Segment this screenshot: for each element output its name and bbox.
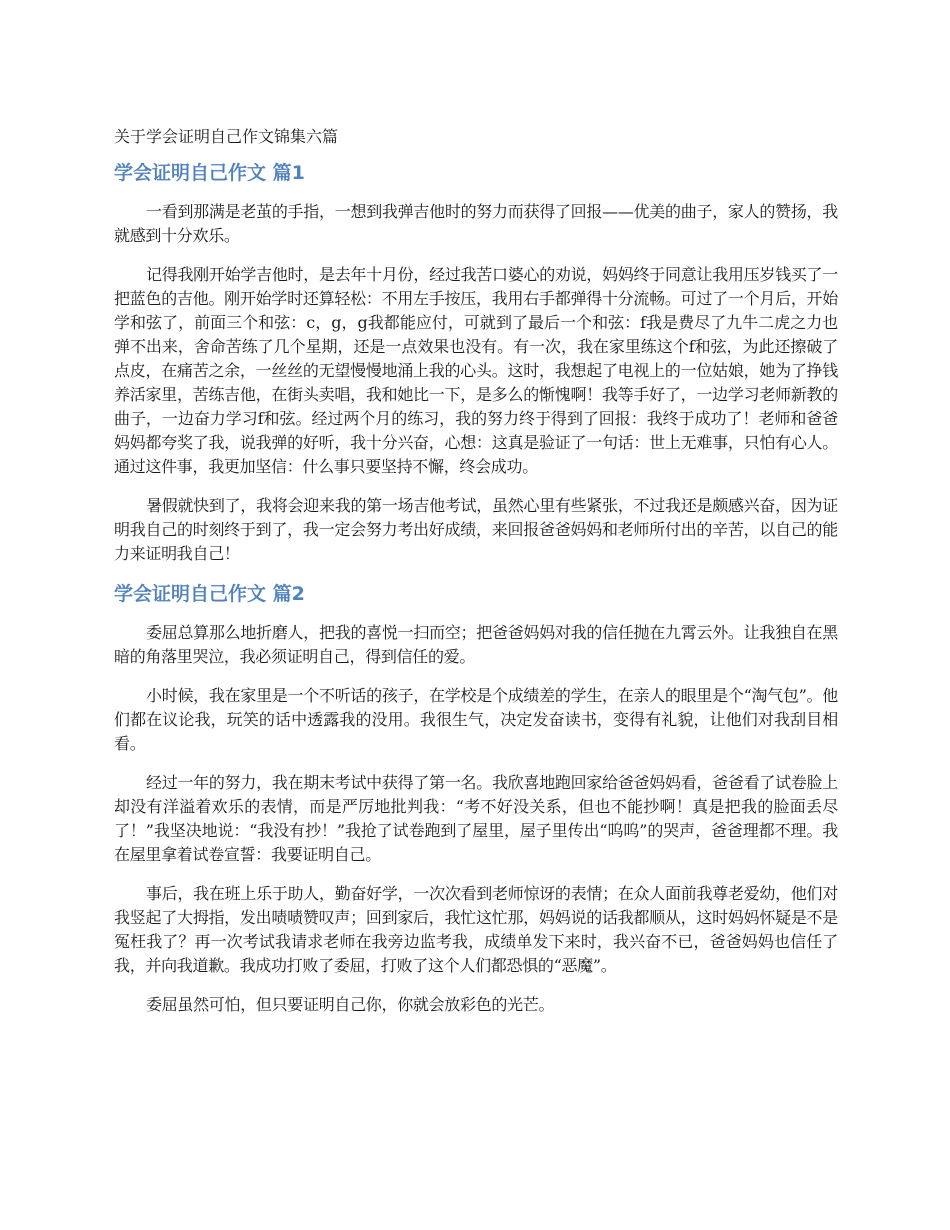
essay-section-2	[114, 581, 838, 1017]
paragraph: 暑假就快到了，我将会迎来我的第一场吉他考试，虽然心里有些紧张，不过我还是颇感兴奋，因为证明我自己的时刻终于到了，我一定会努力考出好成绩，来回报爸爸妈妈和老师所付出的辛苦，以自己的能力来证明我自己！	[114, 496, 838, 563]
essay-section-1	[114, 160, 838, 566]
paragraph: 一看到那满是老茧的手指，一想到我弹吉他时的努力而获得了回报——优美的曲子，家人的赞扬，我就感到十分欢乐。	[114, 202, 838, 245]
paragraph: 经过一年的努力，我在期末考试中获得了第一名。我欣喜地跑回家给爸爸妈妈看，爸爸看了试卷脸上却没有洋溢着欢乐的表情，而是严厉地批判我：“考不好没关系，但也不能抄啊！真是把我的脸面丢尽了！”我坚决地说：“我没有抄！”我抢了试卷跑到了屋里，屋子里传出“呜呜”的哭声，爸爸理都不理。我在屋里拿着试卷宣誓：我要证明自己。	[114, 773, 838, 864]
document-page	[114, 126, 838, 1032]
document-title: 关于学会证明自己作文锦集六篇	[114, 127, 339, 146]
paragraph: 小时候，我在家里是一个不听话的孩子，在学校是个成绩差的学生，在亲人的眼里是个“淘气包”。他们都在议论我，玩笑的话中透露我的没用。我很生气，决定发奋读书，变得有礼貌，让他们对我刮目相看。	[114, 686, 838, 753]
paragraph: 委屈总算那么地折磨人，把我的喜悦一扫而空；把爸爸妈妈对我的信任抛在九霄云外。让我独自在黑暗的角落里哭泣，我必须证明自己，得到信任的爱。	[114, 623, 838, 666]
paragraph: 事后，我在班上乐于助人，勤奋好学，一次次看到老师惊讶的表情；在众人面前我尊老爱幼，他们对我竖起了大拇指，发出啧啧赞叹声；回到家后，我忙这忙那，妈妈说的话我都顺从，这时妈妈怀疑是不是冤枉我了？再一次考试我请求老师在我旁边监考我，成绩单发下来时，我兴奋不已，爸爸妈妈也信任了我，并向我道歉。我成功打败了委屈，打败了这个人们都恐惧的“恶魔”。	[114, 884, 838, 975]
section-heading-1: 学会证明自己作文 篇1	[114, 162, 305, 184]
paragraph: 委屈虽然可怕，但只要证明自己你，你就会放彩色的光芒。	[146, 995, 555, 1014]
paragraph: 记得我刚开始学吉他时，是去年十月份，经过我苦口婆心的劝说，妈妈终于同意让我用压岁钱买了一把蓝色的吉他。刚开始学时还算轻松：不用左手按压，我用右手都弹得十分流畅。可过了一个月后，开始学和弦了，前面三个和弦：c，g，g我都能应付，可就到了最后一个和弦：f我是费尽了九牛二虎之力也弹不出来，舍命苦练了几个星期，还是一点效果也没有。有一次，我在家里练这个f和弦，为此还擦破了点皮，在痛苦之余，一丝丝的无望慢慢地涌上我的心头。这时，我想起了电视上的一位姑娘，她为了挣钱养活家里，苦练吉他，在街头卖唱，我和她比一下，是多么的惭愧啊！我等手好了，一边学习老师新教的曲子，一边奋力学习f和弦。经过两个月的练习，我的努力终于得到了回报：我终于成功了！老师和爸爸妈妈都夸奖了我，说我弹的好听，我十分兴奋，心想：这真是验证了一句话：世上无难事，只怕有心人。通过这件事，我更加坚信：什么事只要坚持不懈，终会成功。	[114, 265, 838, 476]
section-heading-2: 学会证明自己作文 篇2	[114, 583, 305, 605]
